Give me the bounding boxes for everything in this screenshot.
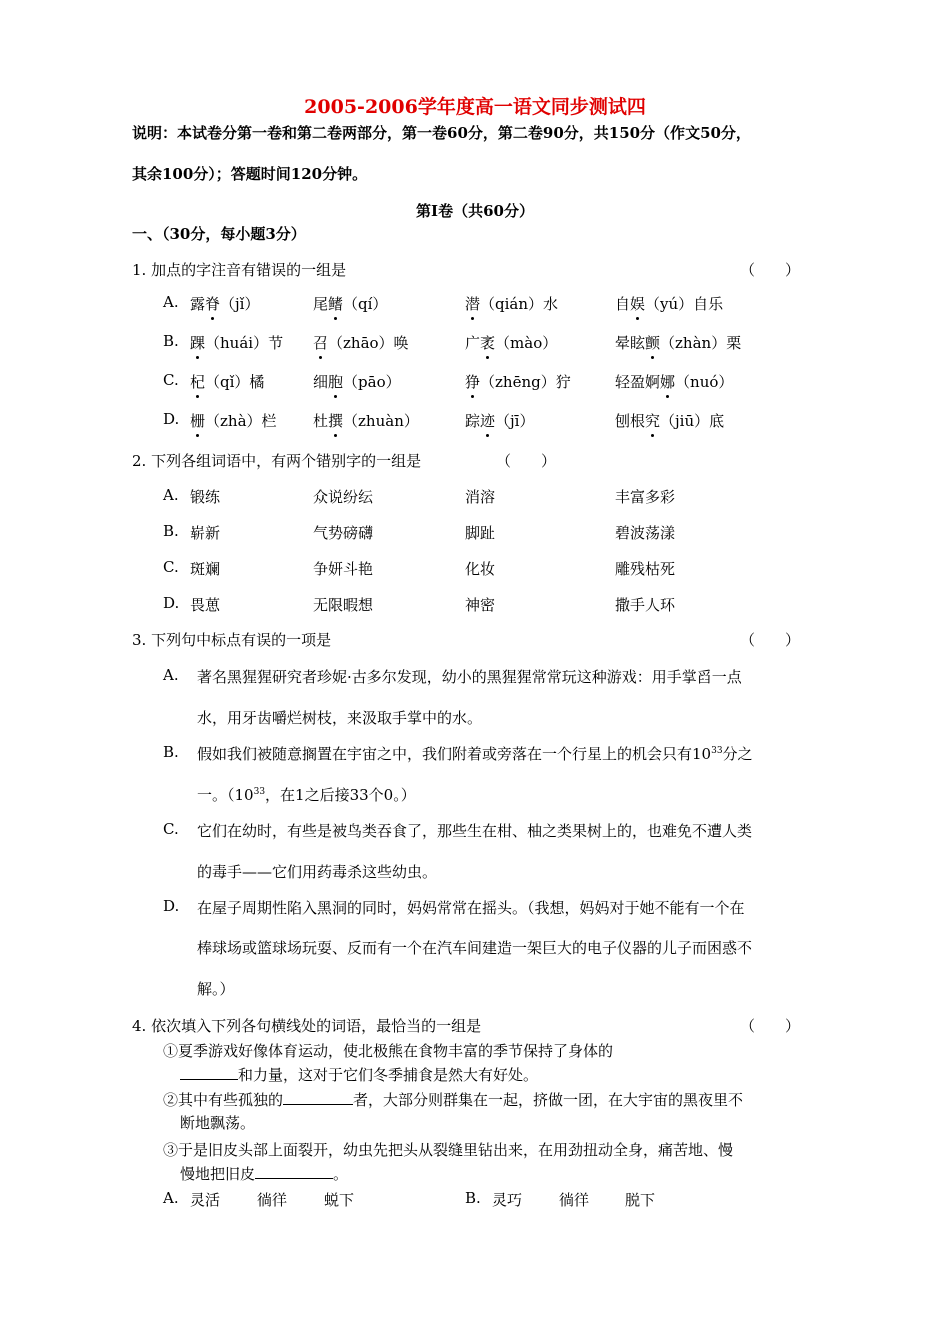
q2-option-word: 化妆: [465, 560, 496, 578]
q1-item-text: （nuó）: [675, 373, 734, 391]
q2-option-word: 斑斓: [190, 560, 221, 578]
q1-item-text: 踪: [465, 412, 481, 430]
q4-option-a-word-3: 蜕下: [324, 1191, 355, 1209]
q1-option-item: [615, 332, 741, 353]
q1-option-item: [313, 293, 387, 314]
q1-option-item: [190, 410, 277, 431]
dotted-character: 鳍: [328, 295, 344, 313]
q1-stem: 1. 加点的字注音有错误的一组是: [132, 261, 347, 279]
q1-item-text: 晕眩: [615, 334, 646, 352]
q4-option-b-word-2: 徜徉: [559, 1191, 590, 1209]
q4-sentence-2-line-1: [163, 1089, 743, 1110]
dotted-character: 究: [645, 412, 661, 430]
q4-option-b-word-1: 灵巧: [492, 1191, 523, 1209]
dotted-character: 胞: [328, 373, 344, 391]
q3-answer-paren: （ ）: [740, 631, 801, 649]
q1-item-text: （zhēng）狞: [480, 373, 571, 391]
q4-sentence-1-line-1: ①夏季游戏好像体育运动，使北极熊在食物丰富的季节保持了身体的: [163, 1042, 614, 1060]
q3-b-text-1: 假如我们被随意搁置在宇宙之中，我们附着或旁落在一个行星上的机会只有10: [197, 745, 712, 763]
dotted-character: 杞: [190, 373, 206, 391]
q1-item-text: （jiū）底: [660, 412, 725, 430]
q4-s2-rest: 者，大部分则群集在一起，挤做一团，在大宇宙的黑夜里不: [353, 1091, 744, 1109]
q3-option-c-label: C.: [163, 820, 179, 838]
q1-option-item: [465, 332, 557, 353]
q2-option-word: 神密: [465, 596, 496, 614]
dotted-character: 迹: [480, 412, 496, 430]
q2-option-word: 锻练: [190, 488, 221, 506]
dotted-character: 潜: [465, 295, 481, 313]
dotted-character: 颤: [645, 334, 661, 352]
q2-option-word: 碧波荡漾: [615, 524, 676, 542]
q1-option-item: [615, 293, 723, 314]
q3-b-text-2: 一。（10: [197, 786, 254, 804]
q3-option-c-line-1: 它们在幼时，有些是被鸟类吞食了，那些生在柑、柚之类果树上的，也难免不遭人类: [197, 822, 753, 840]
q1-item-text: 刨根: [615, 412, 646, 430]
q1-item-text: 杜: [313, 412, 329, 430]
q2-option-label: C.: [163, 558, 179, 576]
q1-item-text: （yú）自乐: [645, 295, 724, 313]
q4-stem: 4. 依次填入下列各句横线处的词语，最恰当的一组是: [132, 1017, 482, 1035]
dotted-character: 撰: [328, 412, 344, 430]
q1-option-item: [615, 371, 733, 392]
q2-option-label: B.: [163, 522, 179, 540]
q3-option-a-line-2: 水，用牙齿嚼烂树枝，来汲取手掌中的水。: [197, 709, 483, 727]
q1-item-text: （jǐ）: [220, 295, 260, 313]
q3-option-b-line-1: [197, 743, 753, 764]
q1-option-item: [465, 371, 571, 392]
q1-item-text: （pāo）: [343, 373, 401, 391]
q2-option-word: 消溶: [465, 488, 496, 506]
q1-option-item: [313, 410, 419, 431]
q1-item-text: （zhàn）栗: [660, 334, 742, 352]
dotted-character: 狰: [465, 373, 481, 391]
instructions-line-1: 说明：本试卷分第一卷和第二卷两部分，第一卷60分，第二卷90分，共150分（作文50分，: [132, 124, 751, 142]
q4-blank-1[interactable]: [180, 1065, 238, 1080]
q1-item-text: （zhà）栏: [205, 412, 277, 430]
q1-item-text: （zhuàn）: [343, 412, 419, 430]
q4-blank-2[interactable]: [283, 1090, 353, 1105]
q1-item-text: 尾: [313, 295, 329, 313]
q1-option-item: [313, 371, 401, 392]
q1-item-text: 细: [313, 373, 329, 391]
q2-option-word: 撒手人环: [615, 596, 676, 614]
q4-option-a-label: A.: [163, 1189, 179, 1207]
dotted-character: 脊: [205, 295, 221, 313]
q1-item-text: （jī）: [495, 412, 535, 430]
q2-option-label: D.: [163, 594, 180, 612]
q3-option-d-line-1: 在屋子周期性陷入黑洞的同时，妈妈常常在摇头。（我想，妈妈对于她不能有一个在: [197, 899, 745, 917]
q1-option-item: [190, 332, 283, 353]
q3-b-tail-1: 分之: [722, 745, 753, 763]
q1-option-label: C.: [163, 371, 179, 389]
q2-option-word: 雕残枯死: [615, 560, 676, 578]
q2-option-word: 脚趾: [465, 524, 496, 542]
q4-option-b-word-3: 脱下: [625, 1191, 656, 1209]
q4-option-a-word-2: 徜徉: [257, 1191, 288, 1209]
q3-option-c-line-2: 的毒手——它们用药毒杀这些幼虫。: [197, 863, 438, 881]
dotted-character: 袤: [480, 334, 496, 352]
q2-option-word: 丰富多彩: [615, 488, 676, 506]
q1-item-text: （zhāo）唤: [328, 334, 409, 352]
q4-sentence-3-line-2: [180, 1163, 348, 1184]
q3-option-a-label: A.: [163, 666, 179, 684]
q1-option-item: [313, 332, 409, 353]
dotted-character: 娜: [660, 373, 676, 391]
q1-option-label: B.: [163, 332, 179, 350]
q4-option-a-word-1: 灵活: [190, 1191, 221, 1209]
q2-option-word: 崭新: [190, 524, 221, 542]
q4-blank-3[interactable]: [255, 1164, 333, 1179]
q1-item-text: （qí）: [343, 295, 388, 313]
q3-option-d-label: D.: [163, 897, 180, 915]
dotted-character: 栅: [190, 412, 206, 430]
instructions-line-2: 其余100分）；答题时间120分钟。: [132, 165, 368, 183]
q3-b-tail-2: ，在1之后接33个0。）: [265, 786, 416, 804]
q3-option-d-line-3: 解。）: [197, 980, 235, 998]
page-title: 2005-2006学年度高一语文同步测试四: [304, 96, 646, 118]
q1-item-text: 自: [615, 295, 631, 313]
q4-s3-start: 慢地把旧皮: [180, 1165, 256, 1183]
q4-s2-start: ②其中有些孤独的: [163, 1091, 284, 1109]
q1-item-text: 露: [190, 295, 206, 313]
q3-option-b-line-2: [197, 784, 416, 805]
q1-option-item: [465, 293, 558, 314]
q4-sentence-1-line-2: [180, 1064, 538, 1085]
q3-b-sup-2: 33: [253, 787, 266, 797]
q2-option-label: A.: [163, 486, 179, 504]
q1-item-text: （qián）水: [480, 295, 559, 313]
q2-option-word: 众说纷纭: [313, 488, 374, 506]
dotted-character: 踝: [190, 334, 206, 352]
q2-option-word: 气势磅礴: [313, 524, 374, 542]
q1-answer-paren: （ ）: [740, 261, 801, 279]
q4-sentence-3-line-1: ③于是旧皮头部上面裂开，幼虫先把头从裂缝里钻出来，在用劲扭动全身，痛苦地、慢: [163, 1141, 734, 1159]
q1-option-item: [615, 410, 724, 431]
q1-option-label: A.: [163, 293, 179, 311]
q4-s1-rest: 和力量，这对于它们冬季捕食是然大有好处。: [238, 1066, 539, 1084]
q3-option-a-line-1: 著名黑猩猩研究者珍妮·古多尔发现，幼小的黑猩猩常常玩这种游戏：用手掌舀一点: [197, 668, 742, 686]
q2-answer-paren: （ ）: [496, 452, 557, 470]
q4-s3-end: 。: [333, 1165, 349, 1183]
q3-option-d-line-2: 棒球场或篮球场玩耍、反而有一个在汽车间建造一架巨大的电子仪器的儿子而困惑不: [197, 939, 753, 957]
q4-sentence-2-line-2: 断地飘荡。: [180, 1114, 256, 1132]
section-heading: 一、（30分，每小题3分）: [132, 225, 306, 243]
dotted-character: 娱: [630, 295, 646, 313]
q2-stem: 2. 下列各组词语中，有两个错别字的一组是: [132, 452, 422, 470]
q1-item-text: （qǐ）橘: [205, 373, 265, 391]
q3-option-b-label: B.: [163, 743, 179, 761]
q1-option-label: D.: [163, 410, 180, 428]
q1-option-item: [190, 371, 264, 392]
dotted-character: 召: [313, 334, 329, 352]
q1-item-text: （huái）节: [205, 334, 284, 352]
q2-option-word: 无限暇想: [313, 596, 374, 614]
q3-b-sup-1: 33: [711, 746, 723, 756]
q2-option-word: 畏葸: [190, 596, 221, 614]
q4-answer-paren: （ ）: [740, 1017, 801, 1035]
q4-option-b-label: B.: [465, 1189, 481, 1207]
q1-option-item: [465, 410, 534, 431]
q1-item-text: 轻盈婀: [615, 373, 661, 391]
q1-item-text: （mào）: [495, 334, 558, 352]
q2-option-word: 争妍斗艳: [313, 560, 374, 578]
q3-stem: 3. 下列句中标点有误的一项是: [132, 631, 332, 649]
q1-option-item: [190, 293, 259, 314]
volume-heading: 第Ⅰ卷（共60分）: [416, 202, 534, 220]
q1-item-text: 广: [465, 334, 481, 352]
